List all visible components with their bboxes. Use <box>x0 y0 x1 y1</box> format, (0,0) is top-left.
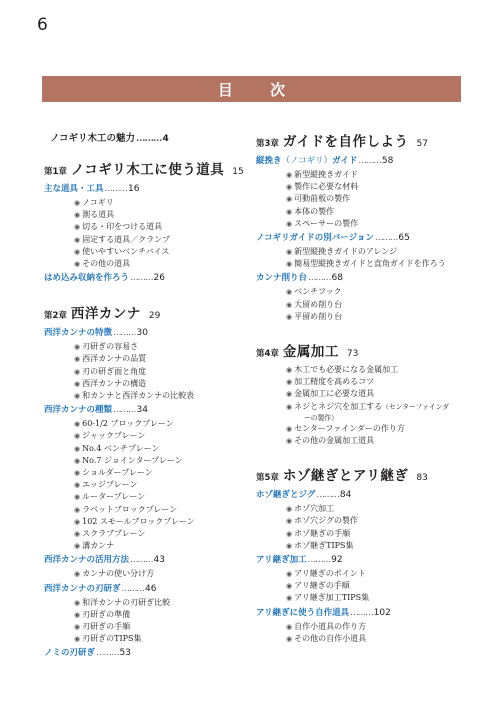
section-label: 主な道具・工具 <box>44 184 104 194</box>
section-entry[interactable] <box>256 553 476 568</box>
toc-item-label: ネジとネジ穴を加工する <box>294 401 383 411</box>
toc-item[interactable] <box>74 418 249 430</box>
page-number: 6 <box>37 15 48 35</box>
toc-item-label: 西洋カンナの品質 <box>82 354 147 364</box>
toc-item-label: ショルダープレーン <box>82 468 153 478</box>
bullet-icon: ◉ <box>286 517 293 526</box>
toc-item[interactable] <box>74 491 249 503</box>
toc-item-list <box>74 197 249 270</box>
toc-item[interactable] <box>74 516 249 528</box>
bullet-icon: ◉ <box>74 355 81 364</box>
toc-item[interactable] <box>74 455 249 467</box>
toc-item[interactable] <box>286 286 476 298</box>
chapter-number: 第5章 <box>256 473 279 484</box>
toc-item[interactable] <box>74 378 249 390</box>
chapter-page: 15 <box>232 167 244 177</box>
toc-item-label: No.4 ベンチプレーン <box>82 443 160 453</box>
bullet-icon: ◉ <box>74 610 81 619</box>
bullet-icon: ◉ <box>74 235 81 244</box>
section-label: ノミの刃研ぎ <box>44 648 96 659</box>
leader-dots: ……… <box>358 156 381 166</box>
toc-item[interactable] <box>286 246 476 258</box>
chapter-heading[interactable] <box>256 464 476 484</box>
toc-item[interactable] <box>286 401 476 413</box>
toc-item-list <box>286 503 476 552</box>
section-page: 30 <box>136 328 148 339</box>
toc-item-label: ベンチフック <box>294 287 342 297</box>
bullet-icon: ◉ <box>286 300 293 309</box>
section-entry[interactable] <box>44 582 249 597</box>
toc-item-label: 和カンナと西洋カンナの比較表 <box>82 391 195 401</box>
toc-item-label: その他の自作小道具 <box>294 633 367 643</box>
toc-item[interactable] <box>286 388 476 400</box>
toc-item-list <box>286 169 476 230</box>
toc-item[interactable] <box>74 258 249 270</box>
toc-item[interactable] <box>286 181 476 193</box>
toc-item-label: 本体の製作 <box>294 206 335 216</box>
toc-item[interactable] <box>74 197 249 209</box>
section-page: 58 <box>381 156 394 166</box>
section-page: 92 <box>331 555 343 566</box>
bullet-icon: ◉ <box>74 223 81 232</box>
bullet-icon: ◉ <box>74 570 81 579</box>
bullet-icon: ◉ <box>286 171 293 179</box>
toc-item-label: 可動前板の製作 <box>294 194 351 204</box>
bullet-icon: ◉ <box>74 392 81 401</box>
bullet-icon: ◉ <box>74 211 81 220</box>
section-label: 西洋カンナの刃研ぎ <box>44 583 121 594</box>
toc-item[interactable] <box>286 621 476 633</box>
toc-item-label: 溝カンナ <box>82 541 115 551</box>
toc-banner <box>42 76 461 102</box>
bullet-icon: ◉ <box>286 195 293 204</box>
toc-item-label: 刃研ぎのTIPS集 <box>82 634 142 644</box>
toc-item-label: No.7 ジョインタープレーン <box>82 455 183 465</box>
bullet-icon: ◉ <box>286 288 293 297</box>
bullet-icon: ◉ <box>286 634 293 643</box>
toc-item[interactable] <box>286 376 476 388</box>
bullet-icon: ◉ <box>286 312 293 321</box>
toc-left-column <box>44 124 249 662</box>
bullet-icon: ◉ <box>286 378 293 387</box>
section-entry[interactable] <box>256 231 476 246</box>
toc-item[interactable] <box>74 221 249 233</box>
toc-item[interactable] <box>74 209 249 221</box>
toc-item[interactable] <box>286 206 476 218</box>
toc-item-label: アリ継ぎの手順 <box>294 581 350 591</box>
leader-dots: ……… <box>130 555 153 566</box>
toc-item-label: カンナの使い分け方 <box>82 569 155 579</box>
bullet-icon: ◉ <box>74 379 81 388</box>
chapter-title: ホゾ継ぎとアリ継ぎ <box>282 468 409 485</box>
toc-item-label: エッジプレーン <box>82 480 138 490</box>
toc-item-label: 固定する道具／クランプ <box>82 234 171 244</box>
bullet-icon: ◉ <box>286 219 293 228</box>
chapter-page: 29 <box>148 311 161 322</box>
bullet-icon: ◉ <box>286 207 293 216</box>
toc-item[interactable] <box>286 540 476 552</box>
leader-dots: ……… <box>307 555 331 566</box>
section-page: 68 <box>331 273 343 284</box>
section-label: 縦挽き <box>256 156 282 166</box>
toc-item-list <box>74 418 249 552</box>
section-entry[interactable] <box>256 271 476 286</box>
toc-item-label: 大留め削り台 <box>294 299 343 309</box>
chapter-number: 第3章 <box>256 139 279 149</box>
toc-item-label: 刃研ぎの準備 <box>82 609 131 619</box>
toc-item-list <box>286 568 476 605</box>
toc-item[interactable] <box>74 621 249 633</box>
section-entry[interactable] <box>256 606 476 621</box>
chapter-number: 第2章 <box>44 311 67 322</box>
toc-item[interactable] <box>74 467 249 479</box>
toc-item-label: ホゾ穴ジグの製作 <box>294 516 358 526</box>
toc-item-label: センターファインダーの作り方 <box>294 423 405 433</box>
section-label: カンナ削り台 <box>256 273 308 284</box>
toc-item[interactable] <box>74 353 249 365</box>
section-entry[interactable] <box>256 154 476 169</box>
toc-item[interactable] <box>74 341 249 353</box>
toc-item-list <box>286 621 476 645</box>
section-page: 65 <box>398 233 410 244</box>
section-label-cont: ガイド <box>332 156 358 166</box>
section-label: ホゾ継ぎとジグ <box>256 490 316 501</box>
toc-item-label: 新型縦挽きガイド <box>294 170 358 179</box>
toc-item-label: 簡易型縦挽きガイドと直角ガイドを作ろう <box>294 259 446 269</box>
toc-item-list <box>286 286 476 323</box>
bullet-icon: ◉ <box>74 530 81 539</box>
bullet-icon: ◉ <box>286 541 293 550</box>
section-label: アリ継ぎに使う自作道具 <box>256 607 350 618</box>
bullet-icon: ◉ <box>74 517 81 526</box>
intro-page: 4 <box>162 134 169 144</box>
bullet-icon: ◉ <box>74 432 81 441</box>
bullet-icon: ◉ <box>286 424 293 433</box>
bullet-icon: ◉ <box>74 598 81 607</box>
section-label: はめ込み収納を作ろう <box>44 273 130 284</box>
toc-item-label: 自作小道具の作り方 <box>294 621 367 631</box>
toc-item-label: 切る・印をつける道具 <box>82 222 163 232</box>
toc-item-label: 使いやすいベンチバイス <box>82 246 170 256</box>
bullet-icon: ◉ <box>74 635 81 644</box>
section-label: 西洋カンナの種類 <box>44 405 113 416</box>
toc-item-label: 102 スモールブロックプレーン <box>82 516 195 526</box>
toc-item-label: ジャックプレーン <box>82 431 146 441</box>
bullet-icon: ◉ <box>74 367 81 376</box>
toc-item-label: 金属加工に必要な道具 <box>294 389 375 399</box>
toc-item[interactable] <box>286 311 476 323</box>
section-entry[interactable] <box>44 646 249 661</box>
toc-item[interactable] <box>74 234 249 246</box>
leader-dots: ……… <box>113 328 136 339</box>
toc-item[interactable] <box>74 430 249 442</box>
toc-item-label: スクラブプレーン <box>82 529 146 539</box>
toc-item-note: （センターファインダ <box>382 402 450 411</box>
chapter-title: ガイドを自作しよう <box>282 134 409 150</box>
section-page: 26 <box>153 273 165 284</box>
chapter-page: 73 <box>346 349 359 360</box>
toc-item-label: 西洋カンナの構造 <box>82 378 147 388</box>
toc-item-label: 刃研ぎの手順 <box>82 622 131 632</box>
bullet-icon: ◉ <box>286 582 293 591</box>
toc-item[interactable] <box>286 592 476 604</box>
section-label: 西洋カンナの活用方法 <box>44 555 130 566</box>
toc-item[interactable] <box>74 609 249 621</box>
section-entry[interactable] <box>44 326 249 341</box>
toc-title: 目 次 <box>217 80 302 99</box>
toc-item-label: 刃研ぎの容易さ <box>82 342 139 352</box>
toc-item-label: 新型縦挽きガイドのアレンジ <box>294 247 398 257</box>
section-label-paren: （ノコギリ） <box>281 156 333 166</box>
toc-item-label: その他の道具 <box>82 259 131 269</box>
toc-item-label: ルータープレーン <box>82 492 146 502</box>
toc-item[interactable] <box>286 515 476 527</box>
chapter-number: 第4章 <box>256 349 279 360</box>
section-page: 46 <box>145 583 157 594</box>
toc-item-label: その他の金属加工道具 <box>294 436 375 446</box>
bullet-icon: ◉ <box>74 542 81 551</box>
bullet-icon: ◉ <box>74 260 81 269</box>
chapter-title: 金属加工 <box>282 344 339 361</box>
toc-item-list <box>74 568 249 580</box>
chapter-page: 57 <box>416 139 428 149</box>
toc-item[interactable] <box>286 580 476 592</box>
bullet-icon: ◉ <box>286 594 293 603</box>
toc-item[interactable] <box>74 633 249 645</box>
bullet-icon: ◉ <box>286 570 293 579</box>
bullet-icon: ◉ <box>286 390 293 399</box>
bullet-icon: ◉ <box>74 343 81 352</box>
section-label: 西洋カンナの特徴 <box>44 328 113 339</box>
bullet-icon: ◉ <box>74 505 81 514</box>
toc-item[interactable] <box>74 443 249 455</box>
section-entry[interactable] <box>44 403 249 418</box>
toc-item[interactable] <box>286 503 476 515</box>
bullet-icon: ◉ <box>74 469 81 478</box>
toc-item-label: 木工でも必要になる金属加工 <box>294 365 399 375</box>
toc-item-label: アリ継ぎ加工TIPS集 <box>294 593 370 603</box>
section-page: 102 <box>373 607 391 618</box>
toc-item[interactable] <box>286 528 476 540</box>
chapter-number: 第1章 <box>44 167 67 177</box>
toc-item-label: 60-1/2 ブロックプレーン <box>82 419 174 429</box>
leader-dots: ……… <box>374 233 398 244</box>
leader-dots: ……… <box>136 133 162 144</box>
toc-item[interactable] <box>74 479 249 491</box>
bullet-icon: ◉ <box>74 493 81 502</box>
leader-dots: ……… <box>121 583 145 594</box>
toc-item[interactable] <box>286 423 476 435</box>
bullet-icon: ◉ <box>286 402 293 411</box>
toc-item-label: アリ継ぎのポイント <box>294 569 366 579</box>
toc-item[interactable] <box>74 568 249 580</box>
toc-item[interactable] <box>286 218 476 230</box>
bullet-icon: ◉ <box>74 456 81 465</box>
intro-label: ノコギリ木工の魅力 <box>50 133 136 144</box>
toc-item[interactable] <box>286 633 476 645</box>
toc-item[interactable] <box>74 597 249 609</box>
bullet-icon: ◉ <box>74 247 81 256</box>
bullet-icon: ◉ <box>286 437 293 446</box>
chapter-heading[interactable] <box>256 130 476 150</box>
toc-item-label: 加工精度を高めるコツ <box>294 377 375 387</box>
bullet-icon: ◉ <box>286 622 293 631</box>
toc-item[interactable] <box>286 258 476 270</box>
bullet-icon: ◉ <box>286 529 293 538</box>
section-page: 43 <box>153 555 165 566</box>
bullet-icon: ◉ <box>286 260 293 269</box>
bullet-icon: ◉ <box>74 623 81 632</box>
toc-item-label: スペーサーの製作 <box>294 218 359 228</box>
toc-item-label: 和洋カンナの刃研ぎ比較 <box>82 597 171 607</box>
toc-item[interactable] <box>74 366 249 378</box>
bullet-icon: ◉ <box>286 183 293 192</box>
chapter-heading[interactable] <box>256 340 476 360</box>
section-page: 84 <box>339 490 352 501</box>
toc-item-label: ノコギリ <box>82 198 114 207</box>
toc-item-label: 平留め削り台 <box>294 311 343 321</box>
chapter-page: 83 <box>416 473 428 484</box>
toc-item-label: 刃の研ぎ面と角度 <box>82 366 147 376</box>
section-label: アリ継ぎ加工 <box>256 555 307 566</box>
bullet-icon: ◉ <box>74 444 81 453</box>
bullet-icon: ◉ <box>286 248 293 257</box>
section-entry[interactable] <box>44 271 249 286</box>
section-page: 34 <box>136 405 148 416</box>
toc-item-label: ホゾ継ぎTIPS集 <box>294 540 354 550</box>
bullet-icon: ◉ <box>74 420 81 429</box>
leader-dots: ……… <box>104 184 128 194</box>
bullet-icon: ◉ <box>286 366 293 375</box>
chapter-heading[interactable] <box>44 302 249 322</box>
leader-dots: ……… <box>113 405 136 416</box>
toc-item[interactable] <box>286 568 476 580</box>
section-entry[interactable] <box>44 182 249 197</box>
bullet-icon: ◉ <box>74 481 81 490</box>
toc-item[interactable] <box>74 390 249 402</box>
toc-item[interactable] <box>74 504 249 516</box>
toc-item-label: ラベットブロックプレーン <box>82 504 178 514</box>
toc-item-label: 測る道具 <box>82 210 115 220</box>
toc-item-label: ホゾ継ぎの手順 <box>294 528 351 538</box>
toc-item[interactable] <box>74 540 249 552</box>
chapter-heading[interactable] <box>44 158 249 178</box>
toc-item-list <box>74 341 249 402</box>
section-page: 53 <box>119 648 131 659</box>
toc-item-list <box>286 364 476 447</box>
bullet-icon: ◉ <box>74 199 81 207</box>
toc-item[interactable] <box>286 364 476 376</box>
leader-dots: ……… <box>308 273 331 284</box>
leader-dots: ……… <box>96 648 119 659</box>
toc-item[interactable] <box>286 193 476 205</box>
toc-intro-entry[interactable] <box>50 132 249 146</box>
leader-dots: ……… <box>316 490 339 501</box>
toc-item[interactable] <box>74 528 249 540</box>
section-entry[interactable] <box>256 488 476 503</box>
toc-right-column <box>256 124 476 646</box>
toc-item[interactable] <box>286 435 476 447</box>
leader-dots: ……… <box>350 607 373 618</box>
toc-item-list <box>286 246 476 270</box>
chapter-title: 西洋カンナ <box>70 306 141 323</box>
toc-item[interactable] <box>286 299 476 311</box>
leader-dots: ……… <box>130 273 153 284</box>
toc-item[interactable] <box>286 169 476 181</box>
toc-item-label: ホゾ穴加工 <box>294 504 335 514</box>
section-page: 16 <box>128 184 140 194</box>
section-label: ノコギリガイドの別バージョン <box>256 233 374 244</box>
toc-item-note-cont: ーの製作） <box>304 413 338 422</box>
section-entry[interactable] <box>44 553 249 568</box>
toc-item-label: 製作に必要な材料 <box>294 182 359 192</box>
chapter-title: ノコギリ木工に使う道具 <box>70 162 225 178</box>
toc-item-list <box>74 597 249 646</box>
toc-item[interactable] <box>74 246 249 258</box>
bullet-icon: ◉ <box>286 505 293 514</box>
